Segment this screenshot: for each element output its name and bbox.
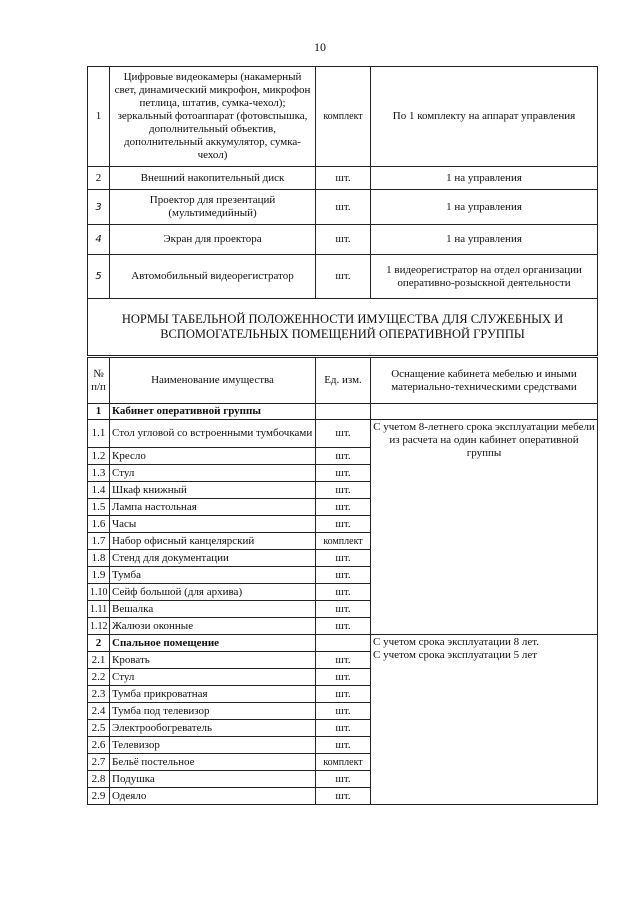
- table-row: [88, 225, 598, 255]
- item-name: Бельё постельное: [110, 754, 316, 771]
- item-unit: шт.: [316, 720, 371, 737]
- row-number: 3: [88, 190, 110, 225]
- section-heading-row: [88, 299, 598, 356]
- row-number: 1.12: [88, 618, 110, 635]
- row-number: 1.11: [88, 601, 110, 618]
- row-number: 1.1: [88, 420, 110, 448]
- item-unit: шт.: [316, 448, 371, 465]
- item-unit: шт.: [316, 567, 371, 584]
- item-name: Автомобильный видеорегистратор: [110, 255, 316, 299]
- row-number: 1.8: [88, 550, 110, 567]
- item-unit: шт.: [316, 788, 371, 805]
- norms-table: [87, 357, 598, 805]
- row-number: 2.6: [88, 737, 110, 754]
- row-number: 2: [88, 167, 110, 190]
- group-title: Кабинет оперативной группы: [110, 404, 316, 420]
- row-number: 5: [88, 255, 110, 299]
- item-unit: шт.: [316, 255, 371, 299]
- group-note: С учетом 8-летнего срока эксплуатации мебели из расчета на один кабинет оперативной группы: [371, 420, 598, 635]
- row-number: 1.5: [88, 499, 110, 516]
- group-note: С учетом срока эксплуатации 5 лет: [373, 649, 538, 661]
- item-unit: комплект: [316, 533, 371, 550]
- row-number: 1: [88, 67, 110, 167]
- item-norm: 1 видеорегистратор на отдел организации оперативно-розыскной деятельности: [371, 255, 598, 299]
- item-name: Кровать: [110, 652, 316, 669]
- item-unit: шт.: [316, 167, 371, 190]
- column-header-number: № п/п: [88, 358, 110, 404]
- group-note: С учетом срока эксплуатации 8 лет.: [373, 636, 539, 648]
- item-name: Жалюзи оконные: [110, 618, 316, 635]
- item-unit: шт.: [316, 516, 371, 533]
- column-header-unit: Ед. изм.: [316, 358, 371, 404]
- group-number: 2: [88, 635, 110, 652]
- group-notes: [371, 635, 598, 805]
- table-row: [88, 67, 598, 167]
- group-title: Спальное помещение: [110, 635, 316, 652]
- item-unit: шт.: [316, 669, 371, 686]
- item-unit: шт.: [316, 550, 371, 567]
- row-number: 2.7: [88, 754, 110, 771]
- table-row: [88, 167, 598, 190]
- item-unit: шт.: [316, 482, 371, 499]
- equipment-table: [87, 66, 598, 356]
- item-unit: шт.: [316, 686, 371, 703]
- item-name: Стенд для документации: [110, 550, 316, 567]
- item-name: Часы: [110, 516, 316, 533]
- item-name: Цифровые видеокамеры (накамерный свет, динамический микрофон, микрофон петлица, штатив, сумка-чехол); зеркальный фотоаппарат (фотовспышка, дополнительный объектив, дополнительный аккумулятор, сумка-чехол): [110, 67, 316, 167]
- header-row: [88, 358, 598, 404]
- item-name: Вешалка: [110, 601, 316, 618]
- section-heading: НОРМЫ ТАБЕЛЬНОЙ ПОЛОЖЕННОСТИ ИМУЩЕСТВА ДЛЯ СЛУЖЕБНЫХ И ВСПОМОГАТЕЛЬНЫХ ПОМЕЩЕНИЙ ОПЕРАТИВНОЙ ГРУППЫ: [88, 299, 598, 356]
- row-number: 2.9: [88, 788, 110, 805]
- group-row: [88, 635, 598, 652]
- table-row: [88, 190, 598, 225]
- group-number: 1: [88, 404, 110, 420]
- item-unit: шт.: [316, 703, 371, 720]
- row-number: 1.6: [88, 516, 110, 533]
- item-unit: шт.: [316, 465, 371, 482]
- group-row: [88, 404, 598, 420]
- column-header-name: Наименование имущества: [110, 358, 316, 404]
- item-norm: По 1 комплекту на аппарат управления: [371, 67, 598, 167]
- item-name: Стул: [110, 465, 316, 482]
- row-number: 2.3: [88, 686, 110, 703]
- page-number: 10: [314, 40, 326, 54]
- row-number: 2.1: [88, 652, 110, 669]
- item-norm: 1 на управления: [371, 225, 598, 255]
- row-number: 1.7: [88, 533, 110, 550]
- row-number: 2.4: [88, 703, 110, 720]
- row-number: 2.2: [88, 669, 110, 686]
- item-name: Подушка: [110, 771, 316, 788]
- item-name: Шкаф книжный: [110, 482, 316, 499]
- item-unit: шт.: [316, 601, 371, 618]
- item-name: Телевизор: [110, 737, 316, 754]
- item-name: Внешний накопительный диск: [110, 167, 316, 190]
- item-norm: 1 на управления: [371, 190, 598, 225]
- item-unit: шт.: [316, 190, 371, 225]
- item-unit: шт.: [316, 499, 371, 516]
- item-unit: шт.: [316, 420, 371, 448]
- empty-cell: [316, 404, 371, 420]
- item-name: Одеяло: [110, 788, 316, 805]
- item-name: Электрообогреватель: [110, 720, 316, 737]
- item-name: Кресло: [110, 448, 316, 465]
- item-name: Стул: [110, 669, 316, 686]
- item-norm: 1 на управления: [371, 167, 598, 190]
- item-name: Тумба прикроватная: [110, 686, 316, 703]
- item-unit: шт.: [316, 618, 371, 635]
- row-number: 1.10: [88, 584, 110, 601]
- item-unit: комплект: [316, 67, 371, 167]
- item-unit: шт.: [316, 584, 371, 601]
- row-number: 1.3: [88, 465, 110, 482]
- item-name: Тумба под телевизор: [110, 703, 316, 720]
- item-unit: шт.: [316, 652, 371, 669]
- item-unit: шт.: [316, 225, 371, 255]
- row-number: 1.2: [88, 448, 110, 465]
- item-unit: шт.: [316, 771, 371, 788]
- table-row: [88, 255, 598, 299]
- item-name: Тумба: [110, 567, 316, 584]
- column-header-equipment: Оснащение кабинета мебелью и иными материально-техническими средствами: [371, 358, 598, 404]
- row-number: 4: [88, 225, 110, 255]
- empty-cell: [316, 635, 371, 652]
- row-number: 1.9: [88, 567, 110, 584]
- item-name: Лампа настольная: [110, 499, 316, 516]
- item-unit: шт.: [316, 737, 371, 754]
- row-number: 2.8: [88, 771, 110, 788]
- row-number: 1.4: [88, 482, 110, 499]
- item-name: Стол угловой со встроенными тумбочками: [110, 420, 316, 448]
- item-name: Сейф большой (для архива): [110, 584, 316, 601]
- item-name: Экран для проектора: [110, 225, 316, 255]
- item-unit: комплект: [316, 754, 371, 771]
- item-name: Набор офисный канцелярский: [110, 533, 316, 550]
- row-number: 2.5: [88, 720, 110, 737]
- item-name: Проектор для презентаций (мультимедийный): [110, 190, 316, 225]
- table-row: [88, 420, 598, 448]
- empty-cell: [371, 404, 598, 420]
